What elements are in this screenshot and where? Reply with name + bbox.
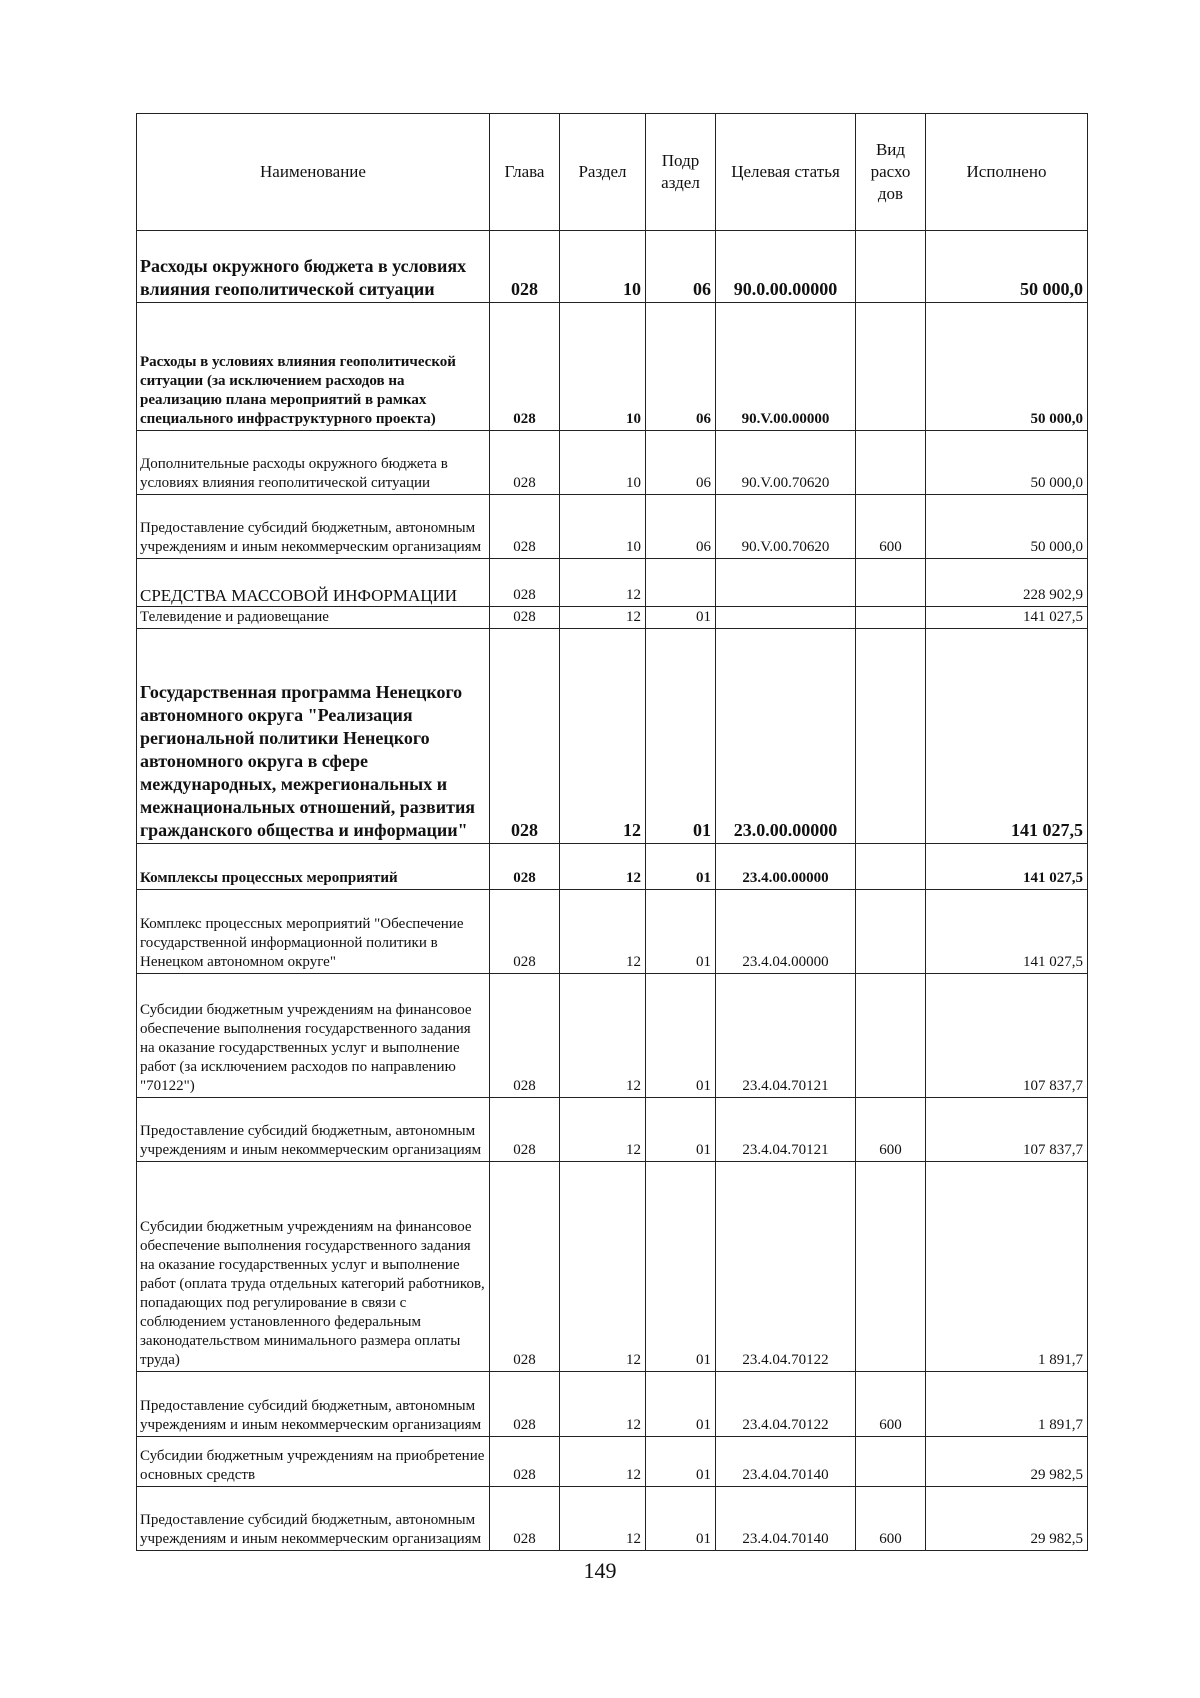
row-vid (856, 431, 926, 495)
row-ispolneno: 141 027,5 (926, 890, 1088, 974)
row-ispolneno: 50 000,0 (926, 231, 1088, 303)
row-razdel: 12 (560, 1098, 646, 1162)
row-glava: 028 (490, 431, 560, 495)
row-statya: 90.V.00.70620 (716, 431, 856, 495)
row-name: Комплексы процессных мероприятий (137, 844, 490, 890)
row-glava: 028 (490, 629, 560, 844)
row-name: Комплекс процессных мероприятий "Обеспечение государственной информационной политики в Ненецком автономном округе" (137, 890, 490, 974)
page-number: 149 (583, 1558, 617, 1583)
row-podrazdel (646, 559, 716, 607)
row-glava: 028 (490, 495, 560, 559)
table-row (137, 890, 1088, 974)
row-podrazdel: 01 (646, 1162, 716, 1372)
table-row (137, 1372, 1088, 1437)
row-statya: 90.0.00.00000 (716, 231, 856, 303)
table-row (137, 495, 1088, 559)
row-glava: 028 (490, 1437, 560, 1487)
row-vid (856, 974, 926, 1098)
budget-table (136, 113, 1088, 1551)
row-ispolneno: 107 837,7 (926, 974, 1088, 1098)
row-podrazdel: 01 (646, 974, 716, 1098)
row-statya: 23.4.04.70122 (716, 1162, 856, 1372)
row-ispolneno: 228 902,9 (926, 559, 1088, 607)
row-glava: 028 (490, 890, 560, 974)
row-glava: 028 (490, 559, 560, 607)
row-name: Расходы в условиях влияния геополитической ситуации (за исключением расходов на реализацию плана мероприятий в рамках специального инфраструктурного проекта) (137, 303, 490, 431)
table-row (137, 629, 1088, 844)
row-name: Расходы окружного бюджета в условиях влияния геополитической ситуации (137, 231, 490, 303)
row-podrazdel: 01 (646, 844, 716, 890)
row-razdel: 12 (560, 1162, 646, 1372)
row-statya: 23.4.04.70122 (716, 1372, 856, 1437)
row-ispolneno: 107 837,7 (926, 1098, 1088, 1162)
row-glava: 028 (490, 1487, 560, 1551)
row-razdel: 12 (560, 844, 646, 890)
row-vid (856, 629, 926, 844)
table-row (137, 1437, 1088, 1487)
row-glava: 028 (490, 231, 560, 303)
header-name: Наименование (137, 114, 490, 231)
row-glava: 028 (490, 303, 560, 431)
row-razdel: 12 (560, 607, 646, 629)
row-statya: 23.4.04.70121 (716, 1098, 856, 1162)
row-statya: 90.V.00.70620 (716, 495, 856, 559)
row-statya: 23.4.04.70140 (716, 1437, 856, 1487)
row-vid (856, 559, 926, 607)
row-vid (856, 1162, 926, 1372)
table-row (137, 974, 1088, 1098)
row-podrazdel: 01 (646, 607, 716, 629)
row-razdel: 10 (560, 231, 646, 303)
table-row (137, 559, 1088, 607)
row-glava: 028 (490, 1098, 560, 1162)
row-razdel: 12 (560, 559, 646, 607)
header-row (137, 114, 1088, 231)
row-podrazdel: 06 (646, 303, 716, 431)
row-vid (856, 844, 926, 890)
row-vid: 600 (856, 1372, 926, 1437)
row-ispolneno: 1 891,7 (926, 1162, 1088, 1372)
row-podrazdel: 01 (646, 1098, 716, 1162)
row-razdel: 10 (560, 303, 646, 431)
row-statya (716, 607, 856, 629)
row-statya (716, 559, 856, 607)
row-ispolneno: 50 000,0 (926, 303, 1088, 431)
row-ispolneno: 141 027,5 (926, 607, 1088, 629)
header-glava: Глава (490, 114, 560, 231)
row-vid (856, 303, 926, 431)
row-razdel: 12 (560, 974, 646, 1098)
row-razdel: 12 (560, 890, 646, 974)
row-vid (856, 607, 926, 629)
header-vid: Вид расхо дов (856, 114, 926, 231)
row-podrazdel: 01 (646, 1487, 716, 1551)
row-glava: 028 (490, 974, 560, 1098)
row-statya: 90.V.00.00000 (716, 303, 856, 431)
row-statya: 23.0.00.00000 (716, 629, 856, 844)
row-ispolneno: 50 000,0 (926, 431, 1088, 495)
row-ispolneno: 141 027,5 (926, 629, 1088, 844)
row-razdel: 10 (560, 431, 646, 495)
table-row (137, 431, 1088, 495)
header-podrazdel: Подр аздел (646, 114, 716, 231)
row-vid: 600 (856, 1487, 926, 1551)
row-razdel: 12 (560, 629, 646, 844)
row-name: Телевидение и радиовещание (137, 607, 490, 629)
table-row (137, 1487, 1088, 1551)
row-statya: 23.4.04.70121 (716, 974, 856, 1098)
row-ispolneno: 29 982,5 (926, 1437, 1088, 1487)
row-ispolneno: 29 982,5 (926, 1487, 1088, 1551)
row-statya: 23.4.04.00000 (716, 890, 856, 974)
row-podrazdel: 06 (646, 431, 716, 495)
row-name: Предоставление субсидий бюджетным, автономным учреждениям и иным некоммерческим организациям (137, 1372, 490, 1437)
row-vid (856, 890, 926, 974)
row-glava: 028 (490, 607, 560, 629)
row-name: Предоставление субсидий бюджетным, автономным учреждениям и иным некоммерческим организациям (137, 1098, 490, 1162)
row-ispolneno: 50 000,0 (926, 495, 1088, 559)
row-razdel: 12 (560, 1437, 646, 1487)
row-vid: 600 (856, 1098, 926, 1162)
row-podrazdel: 06 (646, 231, 716, 303)
row-name: Субсидии бюджетным учреждениям на финансовое обеспечение выполнения государственного задания на оказание государственных услуг и выполнение работ (оплата труда отдельных категорий работников, попадающих под регулирование в связи с соблюдением установленного федеральным законодательством минимального размера оплаты труда) (137, 1162, 490, 1372)
row-glava: 028 (490, 1162, 560, 1372)
row-podrazdel: 01 (646, 1372, 716, 1437)
row-name: СРЕДСТВА МАССОВОЙ ИНФОРМАЦИИ (137, 559, 490, 607)
table-row (137, 607, 1088, 629)
row-statya: 23.4.04.70140 (716, 1487, 856, 1551)
table-row (137, 303, 1088, 431)
header-statya: Целевая статья (716, 114, 856, 231)
row-statya: 23.4.00.00000 (716, 844, 856, 890)
row-name: Государственная программа Ненецкого автономного округа "Реализация региональной политики Ненецкого автономного округа в сфере международных, межрегиональных и межнациональных отношений, развития гражданского общества и информации" (137, 629, 490, 844)
row-name: Предоставление субсидий бюджетным, автономным учреждениям и иным некоммерческим организациям (137, 495, 490, 559)
table-row (137, 1162, 1088, 1372)
row-vid: 600 (856, 495, 926, 559)
row-vid (856, 1437, 926, 1487)
header-razdel: Раздел (560, 114, 646, 231)
row-ispolneno: 141 027,5 (926, 844, 1088, 890)
row-name: Субсидии бюджетным учреждениям на финансовое обеспечение выполнения государственного задания на оказание государственных услуг и выполнение работ (за исключением расходов по направлению "70122") (137, 974, 490, 1098)
row-razdel: 12 (560, 1372, 646, 1437)
row-podrazdel: 01 (646, 890, 716, 974)
row-ispolneno: 1 891,7 (926, 1372, 1088, 1437)
header-ispolneno: Исполнено (926, 114, 1088, 231)
row-vid (856, 231, 926, 303)
row-name: Субсидии бюджетным учреждениям на приобретение основных средств (137, 1437, 490, 1487)
row-razdel: 12 (560, 1487, 646, 1551)
row-razdel: 10 (560, 495, 646, 559)
row-podrazdel: 01 (646, 629, 716, 844)
row-podrazdel: 06 (646, 495, 716, 559)
table-row (137, 231, 1088, 303)
row-name: Дополнительные расходы окружного бюджета в условиях влияния геополитической ситуации (137, 431, 490, 495)
row-podrazdel: 01 (646, 1437, 716, 1487)
table-row (137, 844, 1088, 890)
row-name: Предоставление субсидий бюджетным, автономным учреждениям и иным некоммерческим организациям (137, 1487, 490, 1551)
table-row (137, 1098, 1088, 1162)
row-glava: 028 (490, 1372, 560, 1437)
row-glava: 028 (490, 844, 560, 890)
